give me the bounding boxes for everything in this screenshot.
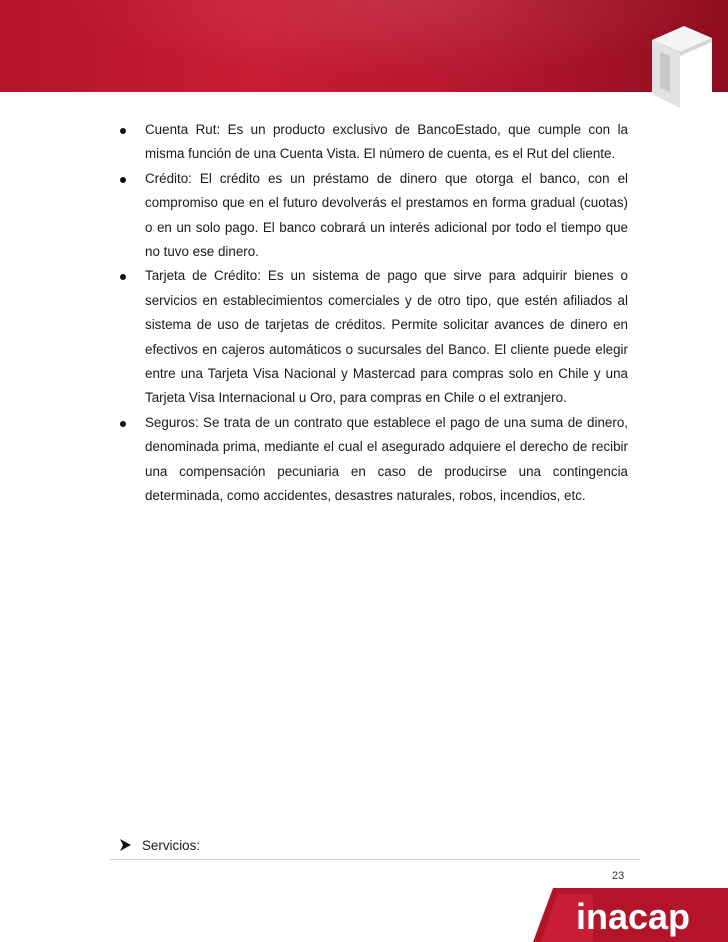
list-item-text: Seguros: Se trata de un contrato que establece el pago de una suma de dinero, denominada prima, mediante el cual el asegurado adquiere el derecho de recibir una compensación pecuniaria en caso de producirse una contingencia determinada, como accidentes, desastres naturales, robos, incendios, etc. xyxy=(145,414,628,504)
list-item-text: Crédito: El crédito es un préstamo de dinero que otorga el banco, con el compromiso que en el futuro devolverás el prestamos en forma gradual (cuotas) o en un solo pago. El banco cobrará un interés adicional por todo el tiempo que no tuvo ese dinero. xyxy=(145,170,628,260)
footer-divider xyxy=(110,859,640,860)
logo-text: inacap xyxy=(575,896,691,937)
cube-icon xyxy=(640,22,720,110)
product-list xyxy=(118,118,628,509)
list-item xyxy=(118,167,628,265)
list-item xyxy=(118,118,628,167)
arrow-right-icon xyxy=(118,838,132,852)
services-heading xyxy=(118,836,200,856)
bullet-dot-icon xyxy=(120,421,126,427)
header-band xyxy=(0,0,728,92)
list-item-text: Cuenta Rut: Es un producto exclusivo de BancoEstado, que cumple con la misma función de una Cuenta Vista. El número de cuenta, es el Rut del cliente. xyxy=(145,122,628,162)
list-item-text: Tarjeta de Crédito: Es un sistema de pago que sirve para adquirir bienes o servicios en establecimientos comerciales y de otro tipo, que estén afiliados al sistema de uso de tarjetas de créditos. Permite solicitar avances de dinero en efectivos en cajeros automáticos o sucursales del Banco. El cliente puede elegir entre una Tarjeta Visa Nacional y Mastercad para compras solo en Chile y una Tarjeta Visa Internacional u Oro, para compras en Chile o el extranjero. xyxy=(145,268,628,406)
bullet-dot-icon xyxy=(120,128,126,134)
page-number: 23 xyxy=(612,870,625,882)
services-heading-text: Servicios: xyxy=(142,838,201,853)
bullet-dot-icon xyxy=(120,177,126,183)
list-item xyxy=(118,411,628,509)
bullet-dot-icon xyxy=(120,274,126,280)
list-item xyxy=(118,264,628,410)
inacap-logo xyxy=(533,888,728,942)
document-body xyxy=(118,118,628,509)
